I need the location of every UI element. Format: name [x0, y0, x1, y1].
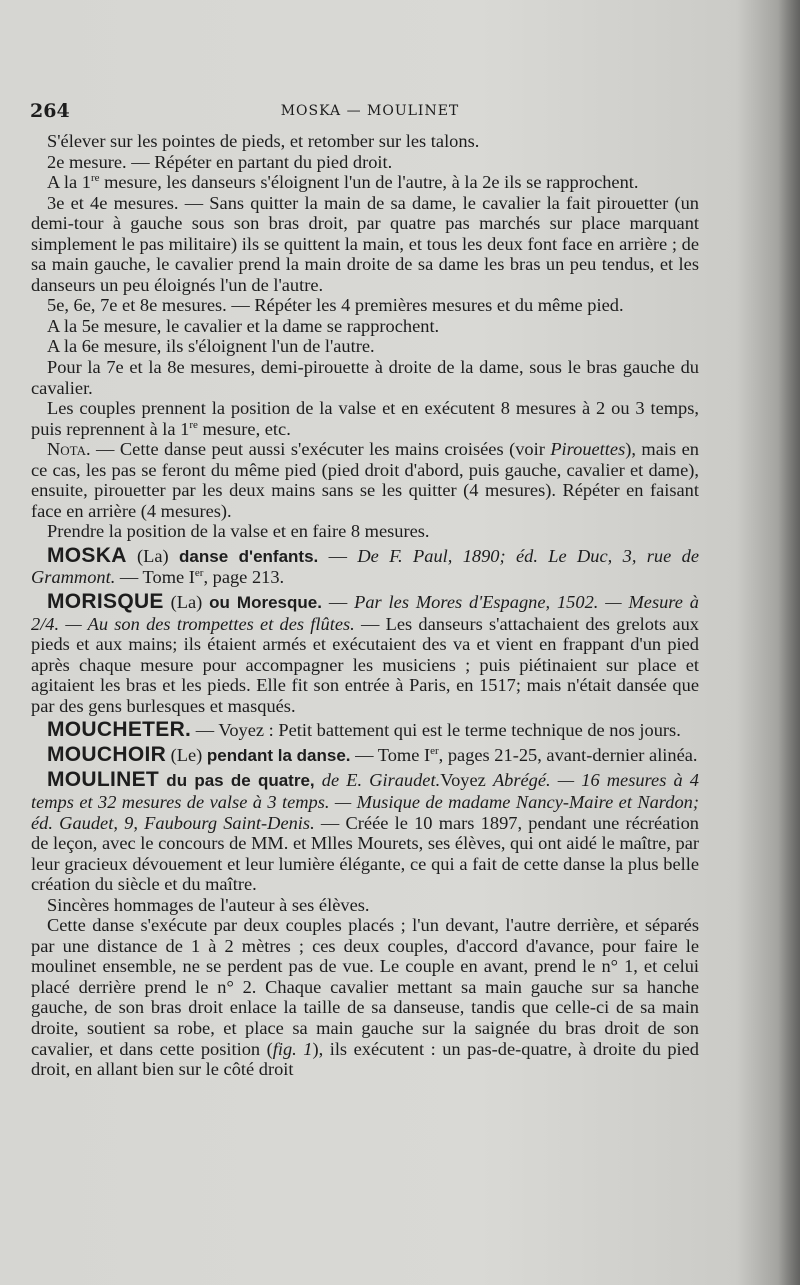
entry-moucheter	[31, 720, 699, 741]
running-title: MOSKA — MOULINET	[280, 103, 460, 119]
paragraph	[31, 915, 699, 1079]
entry-title: ou Moresque.	[209, 593, 322, 613]
page-edge-shadow	[778, 0, 800, 1285]
paragraph	[31, 152, 699, 173]
entry-text: — Créée le 10 mars 1897, pendant une récréation de leçon, avec le concours de MM. et Mlles Mourets, ses élèves, qui ont aidé le maître, par leur gracieux dévouement et leur lumière élégante, ce qui a fait de cette danse la plus belle création du siècle et du maître.	[31, 812, 699, 895]
entry-text: — Voyez : Petit battement qui est le terme technique de nos jours.	[191, 720, 681, 741]
text: 2e mesure. — Répéter en partant du pied droit.	[47, 151, 393, 172]
paragraph	[31, 316, 699, 337]
superscript: er	[430, 744, 439, 757]
text: —	[318, 545, 358, 566]
cross-reference: Pirouettes	[550, 439, 626, 460]
entry-title: pendant la danse.	[206, 745, 351, 765]
paragraph	[31, 336, 699, 357]
text: Les couples prennent la position de la valse et en exécutent 8 mesures à 2 ou 3 temps, puis reprennent à la 1	[31, 398, 699, 439]
paragraph	[31, 357, 699, 398]
text: Cette danse s'exécute par deux couples placés ; l'un devant, l'autre derrière, et séparés par une distance de 1 à 2 mètres ; ces deux couples, d'accord d'avance, pour faire le moulinet ensemble, ne se perdent pas de vue. Le couple en avant, prend le n° 1, et celui placé derrière prend le n° 2. Chaque cavalier mettant sa main gauche sur sa hanche gauche, de son bras droit enlace la taille de sa danseuse, tandis que celle-ci de sa main droite, soutient sa robe, et place sa main gauche sur la saignée du bras droit de son cavalier, et dans cette position (	[31, 915, 699, 1059]
text: A la 5e mesure, le cavalier et la dame se rapprochent.	[47, 315, 440, 336]
text: (La)	[126, 545, 180, 566]
text: (Le)	[166, 744, 207, 765]
entry-source: De F. Paul, 1890; éd. Le Duc, 3, rue de Grammont.	[31, 545, 699, 588]
text: mesure, etc.	[197, 418, 291, 439]
entry-headword: MOSKA	[47, 543, 127, 567]
entry-headword: MOULINET	[47, 768, 160, 792]
text: ), mais en ce cas, les pas se feront du même pied (pied droit d'abord, puis gauche, cavalier et dame), ensuite, pirouetter par les deux mains sans se les quitter (4 mesures). Répéter en faisant face en arrière (4 mesures).	[31, 439, 699, 521]
superscript: er	[194, 567, 204, 580]
figure-reference: fig. 1	[272, 1038, 313, 1059]
text: Voyez	[440, 770, 493, 791]
page-header	[30, 100, 710, 122]
superscript: re	[90, 171, 100, 184]
entry-moska	[31, 543, 699, 588]
paragraph	[31, 295, 699, 316]
text: — Tome I	[115, 567, 195, 588]
superscript: re	[189, 418, 198, 431]
paragraph	[31, 521, 699, 542]
nota-label: Nota.	[47, 439, 91, 460]
paragraph	[31, 193, 699, 296]
entry-text: — Les danseurs s'attachaient des grelots aux pieds et aux mains; ils étaient armés et exécutaient des va et vient en frappant d'un pied après chaque mesure pour accompagner les musiciens ; puis piétinaient sur place et agitaient les bras et les pieds. Elle fit son entrée à Paris, en 1517; mais n'était dansée que par des gens burlesques et masqués.	[31, 613, 699, 716]
entry-source: de E. Giraudet.	[314, 770, 441, 791]
text: A la 6e mesure, ils s'éloignent l'un de l'autre.	[47, 336, 375, 357]
text: S'élever sur les pointes de pieds, et retomber sur les talons.	[47, 131, 480, 151]
entry-morisque	[31, 592, 699, 716]
text: — Tome I	[350, 744, 431, 765]
paragraph	[31, 131, 699, 152]
dedication	[31, 895, 699, 916]
entry-headword: MOUCHOIR	[47, 742, 167, 766]
text: — Cette danse peut aussi s'exécuter les mains croisées (voir	[90, 439, 551, 460]
entry-title: du pas de quatre,	[159, 771, 315, 791]
paragraph: A la 1re mesure, les danseurs s'éloignent l'un de l'autre, à la 2e ils se rapprochent.	[47, 171, 639, 193]
entry-source: — 16 mesures à 4 temps et 32 mesures de valse à 3 temps. — Musique de madame Nancy-Maire et Nardon; éd. Gaudet, 9, Faubourg Saint-Denis.	[31, 770, 699, 833]
page-number: 264	[30, 100, 70, 122]
text: Pour la 7e et la 8e mesures, demi-pirouette à droite de la dame, sous le bras gauche du cavalier.	[31, 357, 699, 398]
text: (La)	[163, 592, 210, 613]
nota-paragraph	[31, 439, 699, 521]
text: 5e, 6e, 7e et 8e mesures. — Répéter les 4 premières mesures et du même pied.	[47, 295, 624, 316]
text: Sincères hommages de l'auteur à ses élèves.	[47, 894, 370, 915]
text: , page 213.	[203, 567, 285, 588]
text: A la	[47, 172, 82, 193]
cross-reference: Abrégé.	[492, 770, 551, 791]
entry-mouchoir	[31, 742, 699, 767]
entry-source: Par les Mores d'Espagne, 1502. — Mesure à 2/4. — Au son des trompettes et des flûtes.	[31, 592, 700, 634]
text: mesure, les danseurs s'éloignent l'un de l'autre, à la 2e ils se rapprochent.	[99, 172, 639, 193]
text: Prendre la position de la valse et en faire 8 mesures.	[47, 521, 430, 542]
text: ), ils exécutent : un pas-de-quatre, à droite du pied droit, en allant bien sur le côté droit	[31, 1038, 699, 1080]
text: —	[321, 592, 355, 613]
text: 3e et 4e mesures. — Sans quitter la main de sa dame, le cavalier la fait pirouetter (un demi-tour à gauche sous son bras droit, par quatre pas marchés sur place marquant simplement le pas militaire) ils se quittent la main, et tous les deux font face en arrière ; de sa main gauche, le cavalier prend la main droite de sa dame les bras un peu tendus, et les danseurs un peu éloignés l'un de l'autre.	[31, 192, 699, 295]
page-body	[31, 131, 699, 1080]
entry-moulinet	[31, 770, 699, 894]
entry-title: danse d'enfants.	[179, 546, 319, 566]
paragraph	[31, 398, 699, 439]
text: , pages 21-25, avant-dernier alinéa.	[438, 744, 698, 765]
entry-headword: MOUCHETER.	[47, 718, 192, 742]
entry-headword: MORISQUE	[47, 590, 164, 614]
